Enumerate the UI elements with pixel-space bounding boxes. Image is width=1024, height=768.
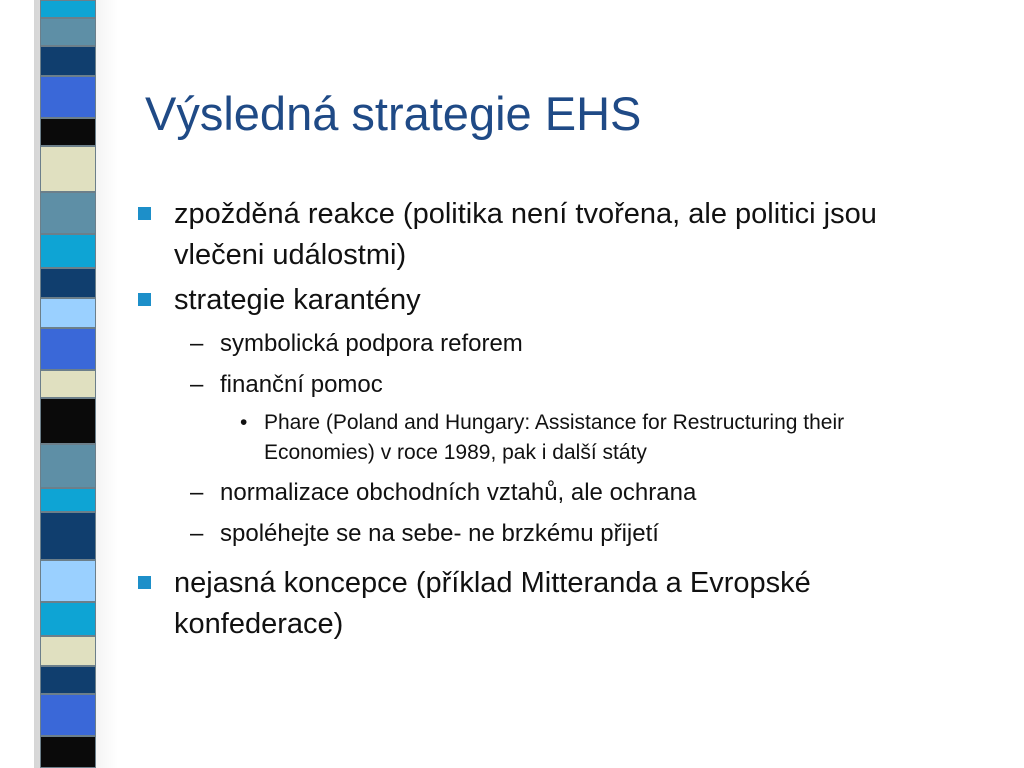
sub-bullet-text: finanční pomoc: [220, 371, 383, 398]
sub-bullet-text: normalizace obchodních vztahů, ale ochrana: [220, 479, 697, 506]
dash-bullet-icon: –: [190, 330, 204, 357]
square-bullet-icon: [138, 207, 151, 220]
square-bullet-icon: [138, 576, 151, 589]
bullet-text: strategie karantény: [174, 284, 421, 316]
sub-sub-bullet-text: Phare (Poland and Hungary: Assistance for Restructuring their Economies) v roce 1989, pak i další státy: [264, 411, 845, 464]
dash-bullet-icon: –: [190, 479, 204, 506]
bullet-text: nejasná koncepce (příklad Mitteranda a Evropské konfederace): [174, 567, 811, 640]
bullet-text: zpožděná reakce (politika není tvořena, ale politici jsou vlečeni událostmi): [174, 198, 877, 271]
sub-bullet-text: symbolická podpora reforem: [220, 330, 523, 357]
dot-bullet-icon: •: [240, 411, 248, 434]
dash-bullet-icon: –: [190, 520, 204, 547]
square-bullet-icon: [138, 293, 151, 306]
slide-title: Výsledná strategie EHS: [145, 87, 642, 140]
sub-bullet-text: spoléhejte se na sebe- ne brzkému přijetí: [220, 520, 659, 547]
dash-bullet-icon: –: [190, 371, 204, 398]
